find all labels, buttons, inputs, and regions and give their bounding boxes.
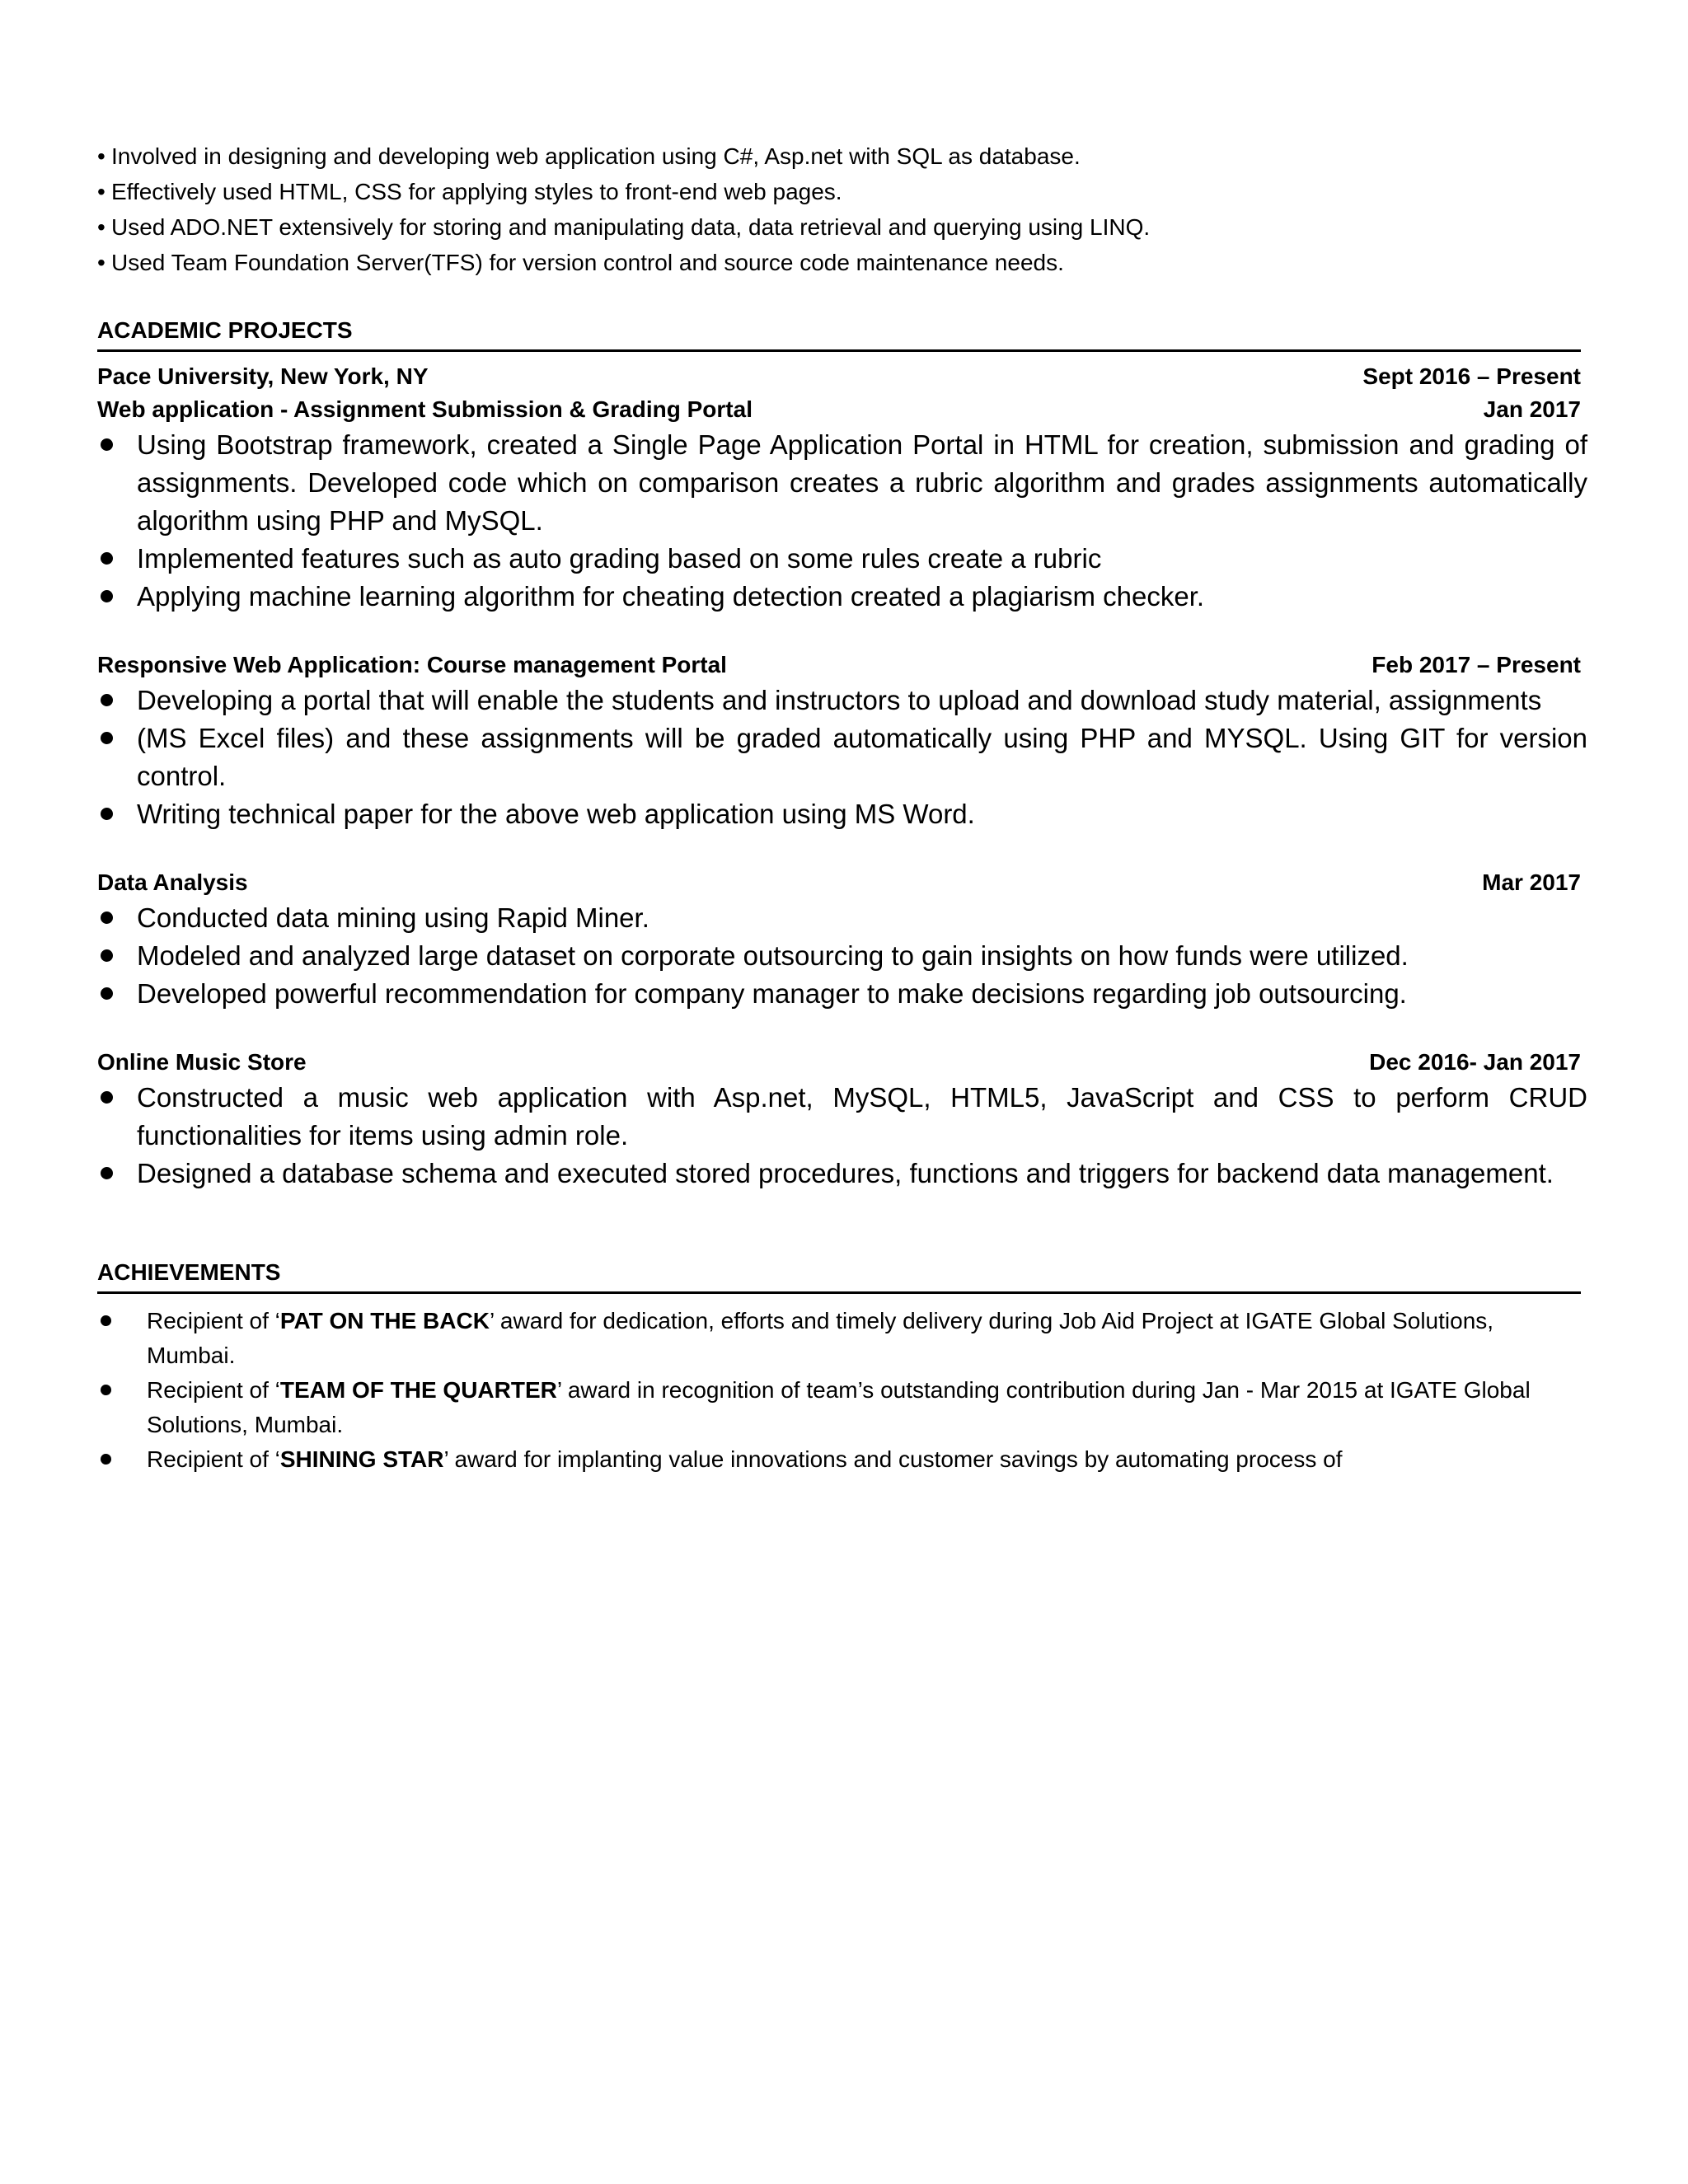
project-data-analysis <box>97 866 1589 1013</box>
project-grading-portal <box>97 393 1589 616</box>
university-dates: Sept 2016 – Present <box>1362 363 1581 389</box>
achievements-list <box>97 1304 1581 1477</box>
bullet-dot-icon <box>101 1385 111 1395</box>
project-date: Dec 2016- Jan 2017 <box>1369 1049 1581 1075</box>
achievement-item <box>97 1442 1581 1477</box>
project-bullet <box>97 578 1587 616</box>
experience-bullet: • Involved in designing and developing web application using C#, Asp.net with SQL as database. <box>97 143 1081 169</box>
project-bullet-text: (MS Excel files) and these assignments will be graded automatically using PHP and MYSQL. Using GIT for version control. <box>137 723 1587 791</box>
experience-bullet: • Used ADO.NET extensively for storing and manipulating data, data retrieval and querying using LINQ. <box>97 214 1151 240</box>
project-bullet <box>97 1155 1587 1193</box>
experience-bullet-text: Effectively used HTML, CSS for applying styles to front-end web pages. <box>111 179 842 204</box>
achievement-item <box>97 1304 1581 1373</box>
university-name: Pace University, New York, NY <box>97 363 429 389</box>
bullet-dot-icon <box>101 552 113 565</box>
achievement-prefix: Recipient of ‘ <box>147 1377 280 1403</box>
resume-page <box>97 138 1589 1477</box>
project-bullet <box>97 795 1587 833</box>
project-title: Responsive Web Application: Course management Portal <box>97 652 727 677</box>
project-bullet <box>97 719 1587 795</box>
award-name: PAT ON THE BACK <box>279 1308 490 1333</box>
project-header <box>97 393 1581 426</box>
experience-bullet-text: Used Team Foundation Server(TFS) for version control and source code maintenance needs. <box>111 250 1064 275</box>
project-header <box>97 649 1581 682</box>
project-bullet-text: Developing a portal that will enable the students and instructors to upload and download study material, assignments <box>137 685 1542 715</box>
achievement-suffix: ’ award in recognition of team’s outstanding contribution during Jan - Mar 2015 at IGATE Global Solutions, Mumbai. <box>147 1377 1531 1437</box>
project-bullet-list <box>97 1079 1587 1193</box>
project-title: Web application - Assignment Submission & Grading Portal <box>97 396 753 422</box>
project-course-management <box>97 649 1589 833</box>
project-header <box>97 1046 1581 1079</box>
project-title: Data Analysis <box>97 869 248 895</box>
bullet-dot-icon <box>101 694 113 706</box>
experience-bullet-text: Involved in designing and developing web application using C#, Asp.net with SQL as database. <box>111 143 1081 169</box>
bullet-dot-icon <box>101 912 113 924</box>
experience-bullet-list <box>97 138 1589 280</box>
bullet-dot-icon <box>101 1091 113 1104</box>
experience-bullet-text: Used ADO.NET extensively for storing and manipulating data, data retrieval and querying using LINQ. <box>111 214 1151 240</box>
project-header <box>97 866 1581 899</box>
project-bullet-text: Using Bootstrap framework, created a Single Page Application Portal in HTML for creation, submission and grading of assignments. Developed code which on comparison creates a rubric algorithm and grades assignments automatically algorithm using PHP and MySQL. <box>137 429 1587 536</box>
bullet-dot-icon <box>101 987 113 1000</box>
project-online-music-store <box>97 1046 1589 1193</box>
project-bullet-list <box>97 899 1587 1013</box>
achievement-suffix: ’ award for implanting value innovations and customer savings by automating process of <box>443 1446 1343 1472</box>
achievement-item <box>97 1373 1581 1442</box>
project-bullet-text: Developed powerful recommendation for company manager to make decisions regarding job outsourcing. <box>137 978 1407 1009</box>
academic-projects-heading: ACADEMIC PROJECTS <box>97 316 1581 352</box>
project-bullet-list <box>97 426 1587 616</box>
project-bullet-text: Modeled and analyzed large dataset on corporate outsourcing to gain insights on how funds were utilized. <box>137 940 1409 971</box>
achievements-heading: ACHIEVEMENTS <box>97 1258 1581 1294</box>
project-date: Mar 2017 <box>1482 869 1581 895</box>
project-bullet <box>97 899 1587 937</box>
project-bullet-text: Writing technical paper for the above web application using MS Word. <box>137 799 975 829</box>
project-title: Online Music Store <box>97 1049 307 1075</box>
project-bullet <box>97 540 1587 578</box>
bullet-dot-icon <box>101 1167 113 1179</box>
bullet-dot-icon <box>101 590 113 602</box>
project-bullet <box>97 426 1587 540</box>
award-name: TEAM OF THE QUARTER <box>279 1377 557 1403</box>
project-date: Feb 2017 – Present <box>1372 652 1581 677</box>
project-bullet <box>97 682 1587 719</box>
project-bullet-text: Applying machine learning algorithm for cheating detection created a plagiarism checker. <box>137 581 1205 612</box>
bullet-dot-icon <box>101 438 113 451</box>
bullet-dot-icon <box>101 1454 111 1465</box>
project-bullet <box>97 1079 1587 1155</box>
bullet-dot-icon <box>101 808 113 820</box>
project-bullet-text: Designed a database schema and executed stored procedures, functions and triggers for backend data management. <box>137 1158 1554 1188</box>
project-bullet-list <box>97 682 1587 833</box>
experience-bullet: • Effectively used HTML, CSS for applying styles to front-end web pages. <box>97 179 842 204</box>
achievement-prefix: Recipient of ‘ <box>147 1308 280 1333</box>
award-name: SHINING STAR <box>279 1446 444 1472</box>
project-bullet-text: Conducted data mining using Rapid Miner. <box>137 902 649 933</box>
bullet-dot-icon <box>101 949 113 962</box>
project-bullet <box>97 937 1587 975</box>
achievement-suffix: ’ award for dedication, efforts and timely delivery during Job Aid Project at IGATE Global Solutions, Mumbai. <box>147 1308 1494 1368</box>
university-row <box>97 360 1581 393</box>
project-bullet <box>97 975 1587 1013</box>
project-date: Jan 2017 <box>1483 396 1581 422</box>
achievement-prefix: Recipient of ‘ <box>147 1446 280 1472</box>
project-bullet-text: Implemented features such as auto grading based on some rules create a rubric <box>137 543 1102 574</box>
project-bullet-text: Constructed a music web application with Asp.net, MySQL, HTML5, JavaScript and CSS to perform CRUD functionalities for items using admin role. <box>137 1082 1587 1151</box>
bullet-dot-icon <box>101 732 113 744</box>
experience-bullet: • Used Team Foundation Server(TFS) for version control and source code maintenance needs. <box>97 250 1064 275</box>
bullet-dot-icon <box>101 1315 111 1326</box>
